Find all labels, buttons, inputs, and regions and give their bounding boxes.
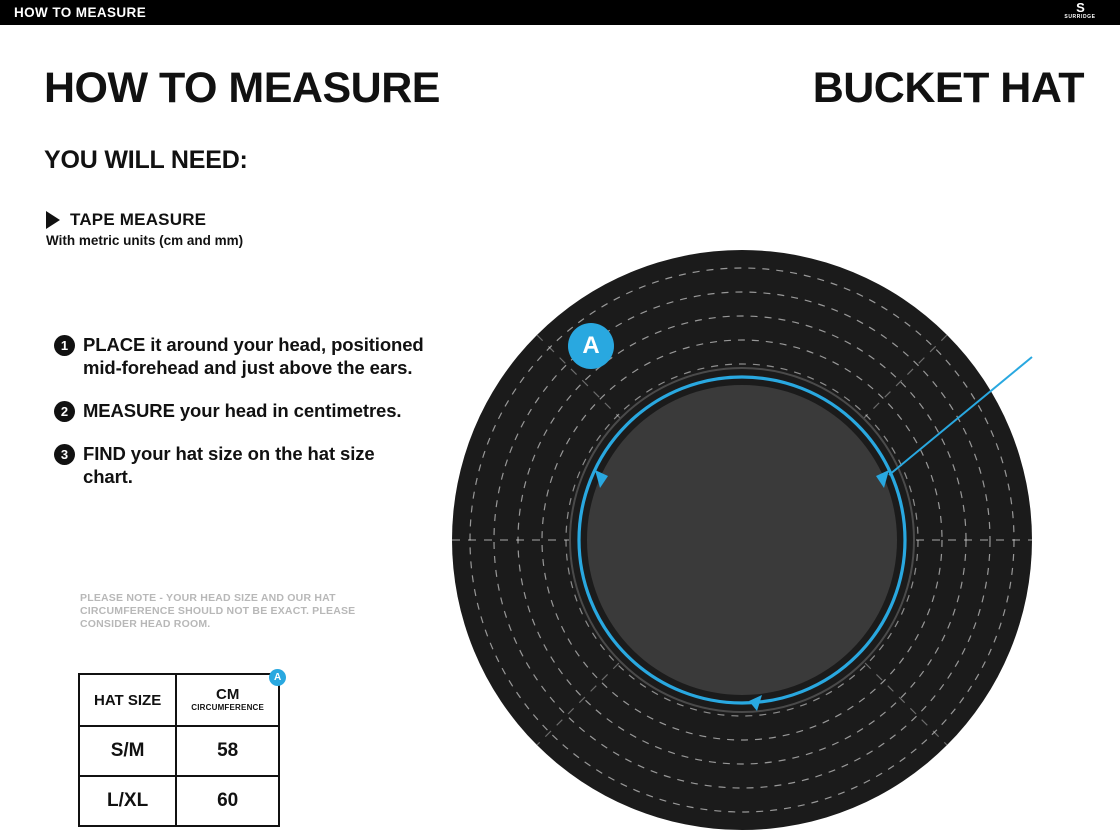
table-cell-size: S/M [79, 726, 176, 776]
need-item-sublabel: With metric units (cm and mm) [46, 233, 244, 248]
table-header-cm-sub: CIRCUMFERENCE [191, 703, 265, 712]
badge-a-table: A [269, 669, 286, 686]
badge-a-diagram: A [568, 323, 614, 369]
need-item-tape-measure [46, 210, 243, 248]
table-row [79, 776, 279, 826]
please-note-text: PLEASE NOTE - YOUR HEAD SIZE AND OUR HAT CIRCUMFERENCE SHOULD NOT BE EXACT. PLEASE CONSIDER HEAD ROOM. [80, 592, 356, 630]
top-bar-title: HOW TO MEASURE [14, 5, 147, 20]
product-title: BUCKET HAT [812, 64, 1084, 112]
brand-mark: S [1076, 0, 1084, 15]
table-cell-size: L/XL [79, 776, 176, 826]
step-text: FIND your hat size on the hat size chart. [83, 443, 375, 487]
triangle-bullet-icon [46, 211, 60, 229]
brand-logo [1050, 2, 1110, 23]
table-header-cm [176, 672, 282, 726]
step-text: MEASURE your head in centimetres. [83, 400, 402, 421]
table-header-cm-main: CM [215, 686, 240, 703]
step-number-badge: 1 [54, 335, 75, 356]
hat-size-table [78, 673, 280, 827]
step-text: PLACE it around your head, positioned mid-forehead and just above the ears. [83, 334, 424, 378]
need-item-label: TAPE MEASURE [70, 210, 207, 229]
table-header-row [79, 674, 279, 726]
bucket-hat-diagram [452, 245, 1052, 835]
step-number-badge: 3 [54, 444, 75, 465]
bucket-hat-svg [452, 245, 1052, 835]
brand-wordmark: SURRIDGE [1064, 14, 1096, 20]
you-will-need-heading: YOU WILL NEED: [44, 146, 248, 174]
top-bar [0, 0, 1120, 25]
step-item [54, 399, 424, 422]
table-header-hat-size: HAT SIZE [79, 674, 176, 726]
table-row [79, 726, 279, 776]
steps-list [54, 333, 424, 508]
table-cell-cm: 58 [176, 726, 279, 776]
crown-shape [587, 385, 897, 695]
table-cell-cm: 60 [176, 776, 279, 826]
step-item [54, 442, 424, 488]
step-item [54, 333, 424, 379]
step-number-badge: 2 [54, 401, 75, 422]
page-title: HOW TO MEASURE [44, 64, 440, 112]
